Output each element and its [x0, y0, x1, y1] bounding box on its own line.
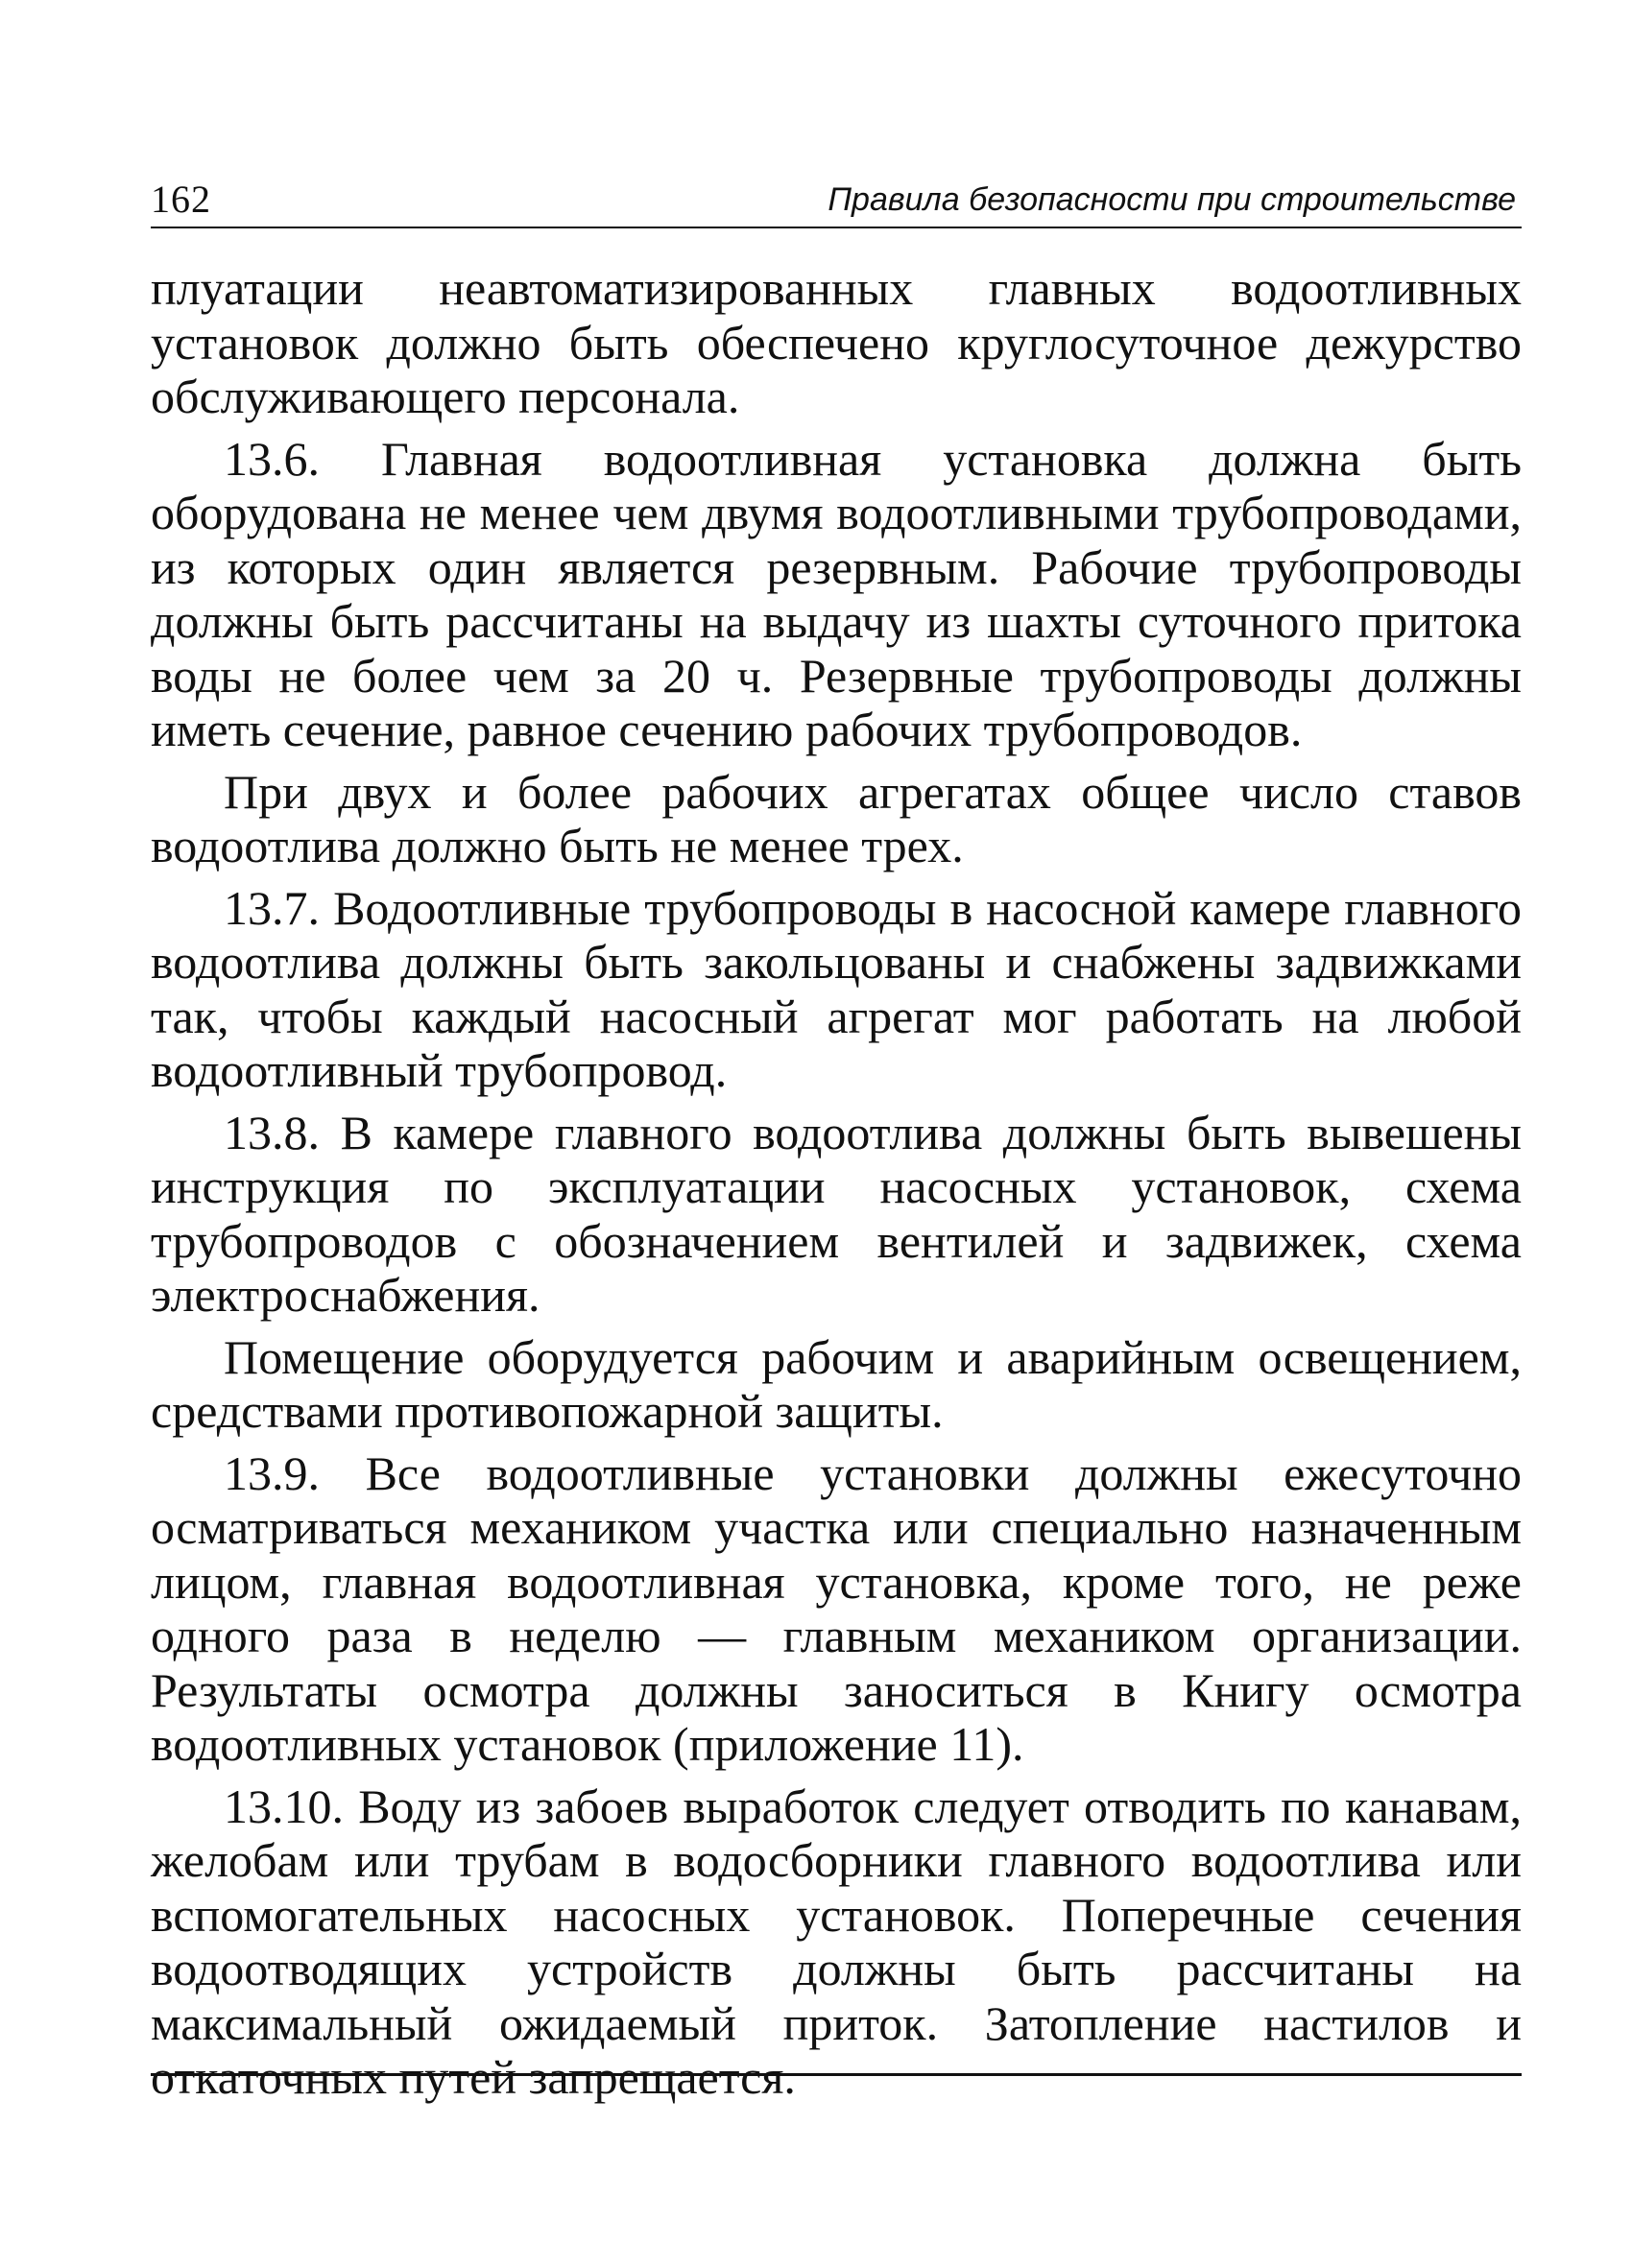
paragraph-13-8-note: Помещение оборудуется рабочим и аварийным освещением, средствами противопожарной защиты. — [151, 1329, 1522, 1438]
page-header — [151, 180, 1522, 228]
page-number: 162 — [151, 178, 211, 221]
paragraph-13-6-note: При двух и более рабочих агрегатах общее число ставов водоотлива должно быть не менее трех. — [151, 764, 1522, 872]
paragraph-continuation: плуатации неавтоматизированных главных водоотливных установок должно быть обеспечено круглосуточное дежурство обслуживающего персонала. — [151, 261, 1522, 423]
running-title: Правила безопасности при строительстве — [828, 181, 1516, 218]
paragraph-13-9: 13.9. Все водоотливные установки должны ежесуточно осматриваться механиком участка или специально назначенным лицом, главная водоотливная установка, кроме того, не реже одного раза в неделю — главным механиком организации. Результаты осмотра должны заноситься в Книгу осмотра водоотливных установок (приложение 11). — [151, 1445, 1522, 1771]
body-text — [151, 261, 1522, 2113]
footer-divider — [151, 2073, 1522, 2076]
paragraph-13-10: 13.10. Воду из забоев выработок следует отводить по канавам, желобам или трубам в водосборники главного водоотлива или вспомогательных насосных установок. Поперечные сечения водоотводящих устройств должны быть рассчитаны на максимальный ожидаемый приток. Затопление настилов и откаточных путей запрещается. — [151, 1779, 1522, 2104]
paragraph-13-7: 13.7. Водоотливные трубопроводы в насосной камере главного водоотлива должны быть закольцованы и снабжены задвижками так, чтобы каждый насосный агрегат мог работать на любой водоотливный трубопровод. — [151, 880, 1522, 1097]
book-page — [151, 180, 1522, 2177]
paragraph-13-6: 13.6. Главная водоотливная установка должна быть оборудована не менее чем двумя водоотливными трубопроводами, из которых один является резервным. Рабочие трубопроводы должны быть рассчитаны на выдачу из шахты суточного притока воды не более чем за 20 ч. Резервные трубопроводы должны иметь сечение, равное сечению рабочих трубопроводов. — [151, 431, 1522, 756]
header-divider — [151, 227, 1522, 228]
paragraph-13-8: 13.8. В камере главного водоотлива должны быть вывешены инструкция по эксплуатации насосных установок, схема трубопроводов с обозначением вентилей и задвижек, схема электроснабжения. — [151, 1105, 1522, 1322]
